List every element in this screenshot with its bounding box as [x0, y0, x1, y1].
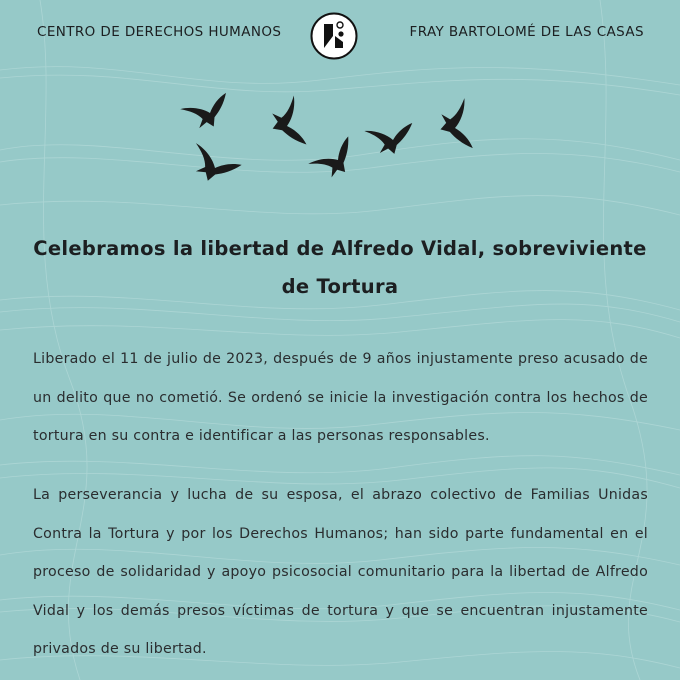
bird-4-icon: [434, 98, 477, 155]
paragraph-solidarity: La perseverancia y lucha de su esposa, el abrazo colectivo de Familias Unidas Contra la Tortura y por los Derechos Humanos; han sido parte fundamental en el proceso de solidaridad y apoyo psicosocial comunitario para la libertad de Alfredo Vidal y los demás presos víctimas de tortura y que se encuentran injustamente privados de su libertad.: [33, 487, 648, 657]
paragraph-release: Liberado el 11 de julio de 2023, después de 9 años injustamente preso acusado de un delito que no cometió. Se ordenó se inicie la investigación contra los hechos de tortura en su contra e identificar a las personas responsables.: [33, 351, 648, 444]
bird-6-icon: [308, 133, 364, 187]
bird-2-icon: [264, 95, 311, 153]
frayba-logo-icon: [310, 12, 358, 60]
org-name-right: FRAY BARTOLOMÉ DE LAS CASAS: [409, 24, 644, 40]
org-name-left: CENTRO DE DERECHOS HUMANOS: [37, 24, 282, 40]
flying-birds-icon: [180, 88, 500, 198]
bird-1-icon: [180, 89, 236, 137]
bird-3-icon: [364, 118, 418, 159]
article-title: Celebramos la libertad de Alfredo Vidal, sobreviviente de Tortura: [33, 237, 647, 298]
bird-5-icon: [185, 143, 243, 190]
